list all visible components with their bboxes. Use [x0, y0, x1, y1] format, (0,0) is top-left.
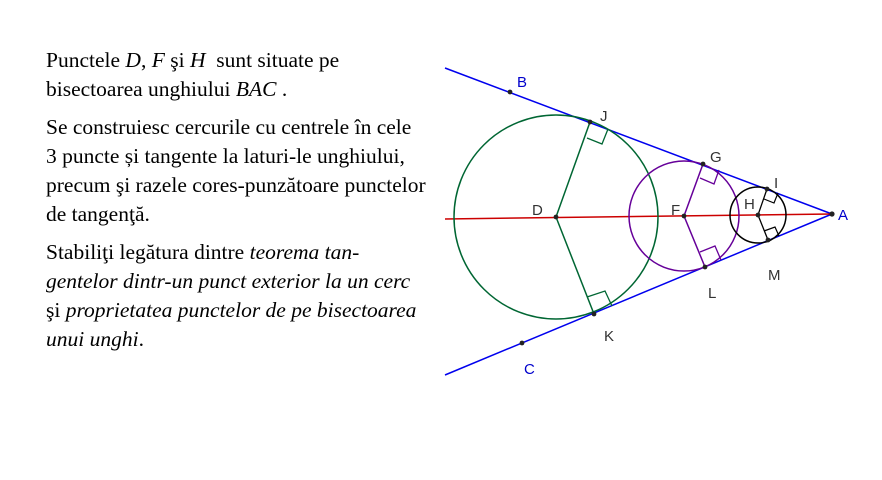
point-K — [592, 312, 597, 317]
right-angle-J — [587, 129, 608, 144]
point-M — [766, 238, 771, 243]
radius-HI — [758, 189, 767, 215]
label-G: G — [710, 149, 722, 166]
point-I — [765, 187, 770, 192]
p1-segment: . — [276, 77, 288, 101]
radius-FG — [684, 164, 703, 216]
p3-segment: teorema tan-gentelor dintr-un punct exterior la un cerc — [46, 240, 411, 293]
label-C: C — [524, 361, 535, 378]
point-G — [701, 162, 706, 167]
p3-segment: Stabiliţi legătura dintre — [46, 240, 250, 264]
label-D: D — [532, 202, 543, 219]
label-L: L — [708, 285, 717, 302]
p1-segment: BAC — [235, 77, 277, 101]
point-J — [588, 120, 593, 125]
p1-segment: , — [140, 48, 152, 72]
bisector-line — [445, 214, 832, 219]
label-F: F — [671, 202, 681, 219]
right-angle-I — [764, 193, 778, 203]
label-A: A — [838, 207, 849, 224]
p1-segment: Punctele — [46, 48, 126, 72]
point-B — [508, 90, 513, 95]
radius-FL — [684, 216, 705, 267]
right-angle-L — [700, 246, 721, 260]
p3-segment: . — [138, 327, 144, 351]
p3-segment: şi — [46, 269, 416, 322]
label-K: K — [604, 328, 615, 345]
label-M: M — [768, 267, 781, 284]
p1-segment: sunt situate pe bisectoarea unghiului — [46, 48, 345, 101]
radius-DK — [556, 217, 594, 314]
p1-segment: şi — [164, 48, 190, 72]
p1-segment: F — [151, 48, 165, 72]
p1-segment: H — [189, 48, 206, 72]
point-A — [829, 211, 834, 216]
radius-HM — [758, 215, 768, 240]
point-F — [682, 214, 687, 219]
label-J: J — [600, 108, 608, 125]
p3-segment: proprietatea punctelor de pe bisectoarea unui unghi — [46, 298, 422, 351]
p1-segment: D — [125, 48, 141, 72]
label-H: H — [744, 196, 755, 213]
point-H — [756, 213, 761, 218]
label-B: B — [517, 74, 528, 91]
p2-segment: Se construiesc cercurile cu centrele în cele 3 puncte și tangente la laturi-le unghiului, precum şi razele cores-punzătoare punctelor de tangenţă. — [46, 115, 432, 226]
point-L — [703, 265, 708, 270]
point-D — [554, 215, 559, 220]
radius-DJ — [556, 122, 590, 217]
point-C — [520, 341, 525, 346]
label-I: I — [774, 175, 779, 192]
